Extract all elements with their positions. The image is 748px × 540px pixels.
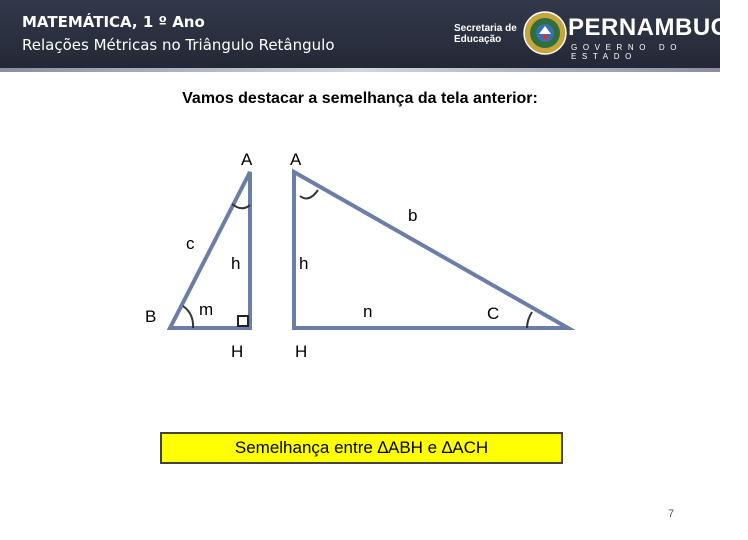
lead-text: Vamos destacar a semelhança da tela anterior: <box>182 90 538 107</box>
caption-text: Semelhança entre ∆ABH e ∆ACH <box>234 438 489 457</box>
angle-c-arc <box>527 312 532 328</box>
side-b-label: b <box>408 206 418 225</box>
vertex-h-label-abh: H <box>231 342 244 361</box>
angle-b-arc <box>183 306 193 328</box>
caption-box <box>160 432 563 464</box>
side-h-label-ach: h <box>299 254 309 273</box>
brand-subtitle: GOVERNO DO ESTADO <box>571 43 683 61</box>
side-h-label-abh: h <box>231 254 241 273</box>
topic-title: Relações Métricas no Triângulo Retângulo <box>22 36 335 54</box>
side-c-label: c <box>186 234 195 253</box>
secretaria-line-1: Secretaria de <box>454 23 517 34</box>
page-number: 7 <box>668 508 675 520</box>
vertex-b-label: B <box>145 307 157 326</box>
vertex-a-label-ach: A <box>290 150 302 169</box>
subject-title: MATEMÁTICA, 1 º Ano <box>22 13 205 31</box>
brand-logo-text: PERNAMBUCO <box>568 14 748 41</box>
right-angle-marker <box>238 316 248 326</box>
side-n-label: n <box>363 302 373 321</box>
vertex-a-label-abh: A <box>241 150 253 169</box>
vertex-h-label-ach: H <box>295 342 308 361</box>
angle-a-arc-ach <box>300 190 318 198</box>
side-m-label: m <box>199 300 214 319</box>
triangle-ach <box>294 172 568 328</box>
secretaria-line-2: Educação <box>454 34 502 45</box>
vertex-c-label: C <box>487 304 500 323</box>
